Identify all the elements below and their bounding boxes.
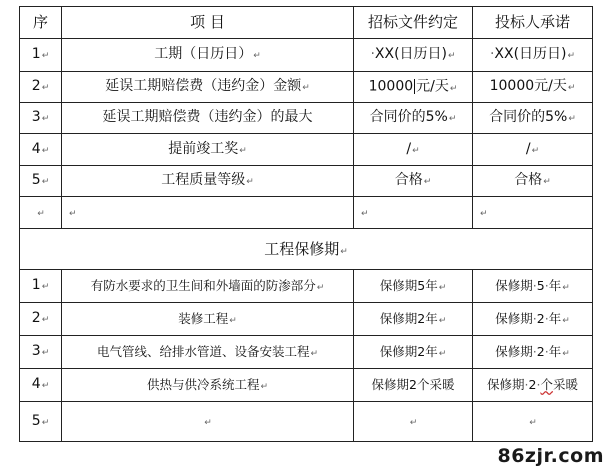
paragraph-mark-icon: ↵ <box>531 145 540 156</box>
table-row <box>20 72 593 103</box>
row-bid-text: 保修期 <box>495 277 533 293</box>
paragraph-mark-icon: ↵ <box>41 145 50 156</box>
row-no-text: 1 <box>31 277 41 294</box>
space-dot-icon: · <box>370 46 375 63</box>
row-no <box>20 103 62 134</box>
row-tender <box>354 270 473 303</box>
paragraph-mark-icon: ↵ <box>438 282 447 293</box>
table-row <box>20 39 593 72</box>
row-tender-text: / <box>406 140 412 157</box>
section-title-text: 工程保修期 <box>264 239 340 258</box>
row-no-text: 4 <box>31 140 41 157</box>
row-item <box>62 72 354 103</box>
paragraph-mark-icon: ↵ <box>543 177 551 188</box>
row-bid <box>473 103 593 134</box>
paragraph-mark-icon: ↵ <box>204 417 212 428</box>
row-tender-text: 保修期2年 <box>379 310 438 326</box>
row-no-text: 2 <box>31 310 41 327</box>
row-item-text: 工程质量等级 <box>161 172 246 189</box>
space-dot-icon: · <box>544 310 549 326</box>
paragraph-mark-icon: ↵ <box>480 208 488 219</box>
row-no-text: 5 <box>31 172 41 189</box>
row-item <box>62 103 354 134</box>
row-tender-unit: 元/天 <box>416 78 449 95</box>
paragraph-mark-icon: ↵ <box>41 177 50 188</box>
row-bid-suffix: 采暖 <box>552 377 578 393</box>
row-item <box>62 336 354 369</box>
contract-terms-table <box>19 6 593 442</box>
row-item <box>62 166 354 197</box>
table-row <box>20 402 593 442</box>
row-no-text: 4 <box>31 376 41 393</box>
paragraph-mark-icon: ↵ <box>41 51 50 62</box>
row-bid <box>473 134 593 166</box>
header-no: 序 <box>20 7 62 39</box>
row-tender <box>354 166 473 197</box>
row-bid-text: 保修期 <box>487 377 525 393</box>
row-tender-text: 合同价的5% <box>369 109 448 126</box>
row-no-text: 2 <box>31 78 41 95</box>
paragraph-mark-icon: ↵ <box>529 417 537 428</box>
row-bid-unit: 年 <box>548 310 562 326</box>
paragraph-mark-icon: ↵ <box>41 83 50 94</box>
row-tender-text: 保修期2个采暖 <box>371 377 455 393</box>
paragraph-mark-icon: ↵ <box>567 83 576 94</box>
space-dot-icon: · <box>544 277 549 293</box>
paragraph-mark-icon: ↵ <box>41 114 50 125</box>
row-bid <box>473 72 593 103</box>
empty-cell <box>354 402 473 442</box>
row-no <box>20 134 62 166</box>
row-bid-unit: 年 <box>548 343 562 359</box>
row-bid-text: 保修期 <box>495 310 533 326</box>
row-no-text: 5 <box>31 412 41 429</box>
paragraph-mark-icon: ↵ <box>246 177 254 188</box>
space-dot-icon: · <box>536 377 541 393</box>
paragraph-mark-icon: ↵ <box>423 177 432 188</box>
row-no-text: 1 <box>31 46 41 63</box>
row-bid-text: XX(日历日) <box>494 46 567 63</box>
empty-cell <box>473 402 593 442</box>
row-tender <box>354 369 473 402</box>
paragraph-mark-icon: ↵ <box>41 282 50 293</box>
row-tender-value: 10000 <box>368 78 414 95</box>
paragraph-mark-icon: ↵ <box>229 315 237 326</box>
paragraph-mark-icon: ↵ <box>69 208 77 219</box>
row-bid-number: 2 <box>536 343 545 359</box>
paragraph-mark-icon: ↵ <box>239 145 247 156</box>
paragraph-mark-icon: ↵ <box>562 282 570 293</box>
row-tender-text: 合格 <box>394 172 423 189</box>
section-title <box>20 229 593 270</box>
row-item-text: 电气管线、给排水管道、设备安装工程 <box>96 343 310 359</box>
row-bid <box>473 39 593 72</box>
row-no <box>20 369 62 402</box>
row-item <box>62 270 354 303</box>
row-bid-text: 合格 <box>514 172 543 189</box>
row-item-text: 提前竣工奖 <box>168 140 239 157</box>
paragraph-mark-icon: ↵ <box>562 315 570 326</box>
row-item-text: 延误工期赔偿费（违约金）的最大 <box>102 109 313 126</box>
empty-cell <box>20 197 62 229</box>
row-bid <box>473 303 593 336</box>
empty-cell <box>473 197 593 229</box>
space-dot-icon: · <box>532 310 537 326</box>
paragraph-mark-icon: ↵ <box>448 114 457 125</box>
row-no <box>20 39 62 72</box>
paragraph-mark-icon: ↵ <box>41 381 50 392</box>
row-bid <box>473 336 593 369</box>
row-item <box>62 39 354 72</box>
empty-cell <box>354 197 473 229</box>
table-row <box>20 303 593 336</box>
empty-row <box>20 197 593 229</box>
space-dot-icon: · <box>524 377 529 393</box>
row-tender <box>354 336 473 369</box>
row-item <box>62 303 354 336</box>
row-tender-text: 保修期5年 <box>379 277 438 293</box>
row-item-text: 延误工期赔偿费（违约金）金额 <box>105 78 302 95</box>
row-bid-unit: 年 <box>548 277 562 293</box>
row-bid <box>473 166 593 197</box>
row-bid-text: 保修期 <box>495 343 533 359</box>
row-no <box>20 303 62 336</box>
table-row <box>20 270 593 303</box>
paragraph-mark-icon: ↵ <box>37 208 45 219</box>
row-tender-text: 保修期2年 <box>379 343 438 359</box>
row-bid-text: 合同价的5% <box>489 109 568 126</box>
text-cursor <box>414 79 415 94</box>
empty-cell <box>62 402 354 442</box>
table-row <box>20 134 593 166</box>
row-bid-unit: 个 <box>540 377 553 393</box>
row-bid <box>473 270 593 303</box>
row-item <box>62 134 354 166</box>
paragraph-mark-icon: ↵ <box>448 51 456 62</box>
paragraph-mark-icon: ↵ <box>438 348 447 359</box>
row-no <box>20 402 62 442</box>
row-item-text: 有防水要求的卫生间和外墙面的防渗部分 <box>90 277 316 293</box>
table-row <box>20 166 593 197</box>
paragraph-mark-icon: ↵ <box>316 282 325 293</box>
header-item <box>62 7 354 39</box>
row-tender <box>354 303 473 336</box>
paragraph-mark-icon: ↵ <box>361 208 369 219</box>
paragraph-mark-icon: ↵ <box>302 83 310 94</box>
row-no <box>20 72 62 103</box>
paragraph-mark-icon: ↵ <box>41 417 50 428</box>
paragraph-mark-icon: ↵ <box>260 381 269 392</box>
paragraph-mark-icon: ↵ <box>568 114 576 125</box>
row-no-text: 3 <box>31 109 41 126</box>
paragraph-mark-icon: ↵ <box>438 315 447 326</box>
row-tender[interactable] <box>354 72 473 103</box>
paragraph-mark-icon: ↵ <box>310 348 319 359</box>
table-row <box>20 103 593 134</box>
paragraph-mark-icon: ↵ <box>340 246 348 257</box>
row-item-text: 供热与供冷系统工程 <box>146 376 260 392</box>
space-dot-icon: · <box>532 277 537 293</box>
empty-cell <box>62 197 354 229</box>
row-no-text: 3 <box>31 343 41 360</box>
space-dot-icon: · <box>532 343 537 359</box>
table-row <box>20 369 593 402</box>
row-no <box>20 166 62 197</box>
row-bid-number: 2 <box>536 310 545 326</box>
paragraph-mark-icon: ↵ <box>253 51 261 62</box>
row-tender <box>354 134 473 166</box>
row-bid-text: 10000元/天 <box>489 78 567 95</box>
row-item <box>62 369 354 402</box>
row-bid-number: 5 <box>536 277 545 293</box>
space-dot-icon: · <box>544 343 549 359</box>
paragraph-mark-icon: ↵ <box>567 51 576 62</box>
paragraph-mark-icon: ↵ <box>41 348 50 359</box>
row-item-text: 工期（日历日） <box>154 46 253 63</box>
row-no <box>20 270 62 303</box>
paragraph-mark-icon: ↵ <box>412 145 420 156</box>
header-bid: 投标人承诺 <box>473 7 593 39</box>
paragraph-mark-icon: ↵ <box>41 315 50 326</box>
header-tender: 招标文件约定 <box>354 7 473 39</box>
row-bid-text: / <box>525 140 531 157</box>
site-watermark: 86zjr.com <box>497 445 604 467</box>
row-item-text: 装修工程 <box>178 310 229 326</box>
row-no <box>20 336 62 369</box>
space-dot-icon: · <box>489 46 495 63</box>
paragraph-mark-icon: ↵ <box>562 348 570 359</box>
row-tender <box>354 103 473 134</box>
paragraph-mark-icon: ↵ <box>449 83 458 94</box>
header-item-text: 项 目 <box>190 13 225 32</box>
section-row <box>20 229 593 270</box>
paragraph-mark-icon: ↵ <box>409 417 418 428</box>
row-bid-number: 2 <box>528 377 537 393</box>
header-row <box>20 7 593 39</box>
table-row <box>20 336 593 369</box>
row-bid <box>473 369 593 402</box>
row-tender <box>354 39 473 72</box>
row-tender-text: XX(日历日) <box>374 46 447 63</box>
